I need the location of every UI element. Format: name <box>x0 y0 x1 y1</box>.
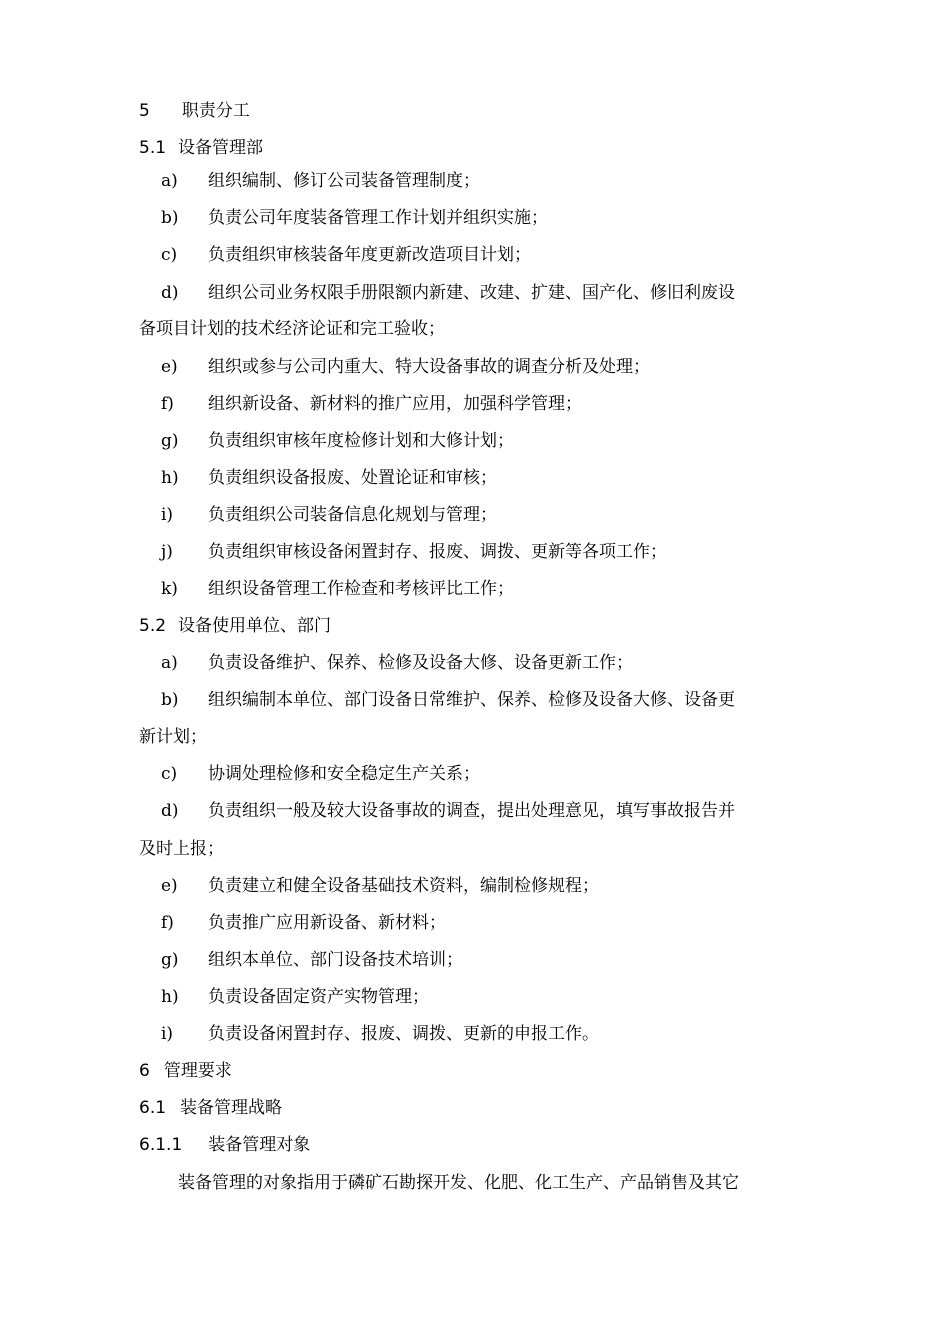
document-page: 5 职责分工 5.1 设备管理部 a) 组织编制、修订公司装备管理制度； b) 负责公司年度装备管理工作计划并组织实施； c) 负责组织审核装备年度更新改造项目计划； d) 组织公司业务权限手册限额内新建、改建、扩建、国产化、修旧利废设 备项目计划的技术经济论证和完工验收； e) 组织或参与公司内重大、特大设备事故的调查分析及处理； f) 组织新设备、新材料的推广应用，加强科学管理； g) 负责组织审核年度检修计划和大修计划； h) 负责组织设备报废、处置论证和审核； i) 负责组织公司装备信息化规划与管理； j) 负责组织审核设备闲置封存、报废、调拨、更新等各项工作； k) 组织设备管理工作检查和考核评比工作； 5.2 设备使用单位、部门 a) 负责设备维护、保养、检修及设备大修、设备更新工作； b) 组织编制本单位、部门设备日常维护、保养、检修及设备大修、设备更 新计划； c) 协调处理检修和安全稳定生产关系； d) 负责组织一般及较大设备事故的调查，提出处理意见，填写事故报告并 及时上报； e) 负责建立和健全设备基础技术资料，编制检修规程； f) 负责推广应用新设备、新材料； g) 组织本单位、部门设备技术培训； h) 负责设备固定资产实物管理； i) 负责设备闲置封存、报废、调拨、更新的申报工作。 6 管理要求 6.1 装备管理战略 6.1.1 装备管理对象 装备管理的对象指用于磷矿石勘探开发、化肥、化工生产、产品销售及其它 <box>139 101 739 1193</box>
section-heading-6: 6 管理要求 <box>139 1061 232 1081</box>
section-title: 装备管理对象 <box>208 1135 311 1155</box>
section-heading-6-1: 6.1 装备管理战略 <box>139 1098 283 1118</box>
section-title: 装备管理战略 <box>180 1098 283 1118</box>
section-title: 管理要求 <box>163 1061 232 1081</box>
section-heading-5-1: 5.1 设备管理部 <box>139 138 264 158</box>
section-heading-5: 5 职责分工 <box>139 101 250 121</box>
section-heading-5-2: 5.2 设备使用单位、部门 <box>139 616 332 636</box>
section-title: 设备使用单位、部门 <box>178 616 332 636</box>
section-title: 设备管理部 <box>178 138 264 158</box>
body-paragraph: 装备管理的对象指用于磷矿石勘探开发、化肥、化工生产、产品销售及其它 <box>178 1173 739 1193</box>
section-heading-6-1-1: 6.1.1 装备管理对象 <box>139 1135 311 1155</box>
section-title: 职责分工 <box>181 101 250 121</box>
